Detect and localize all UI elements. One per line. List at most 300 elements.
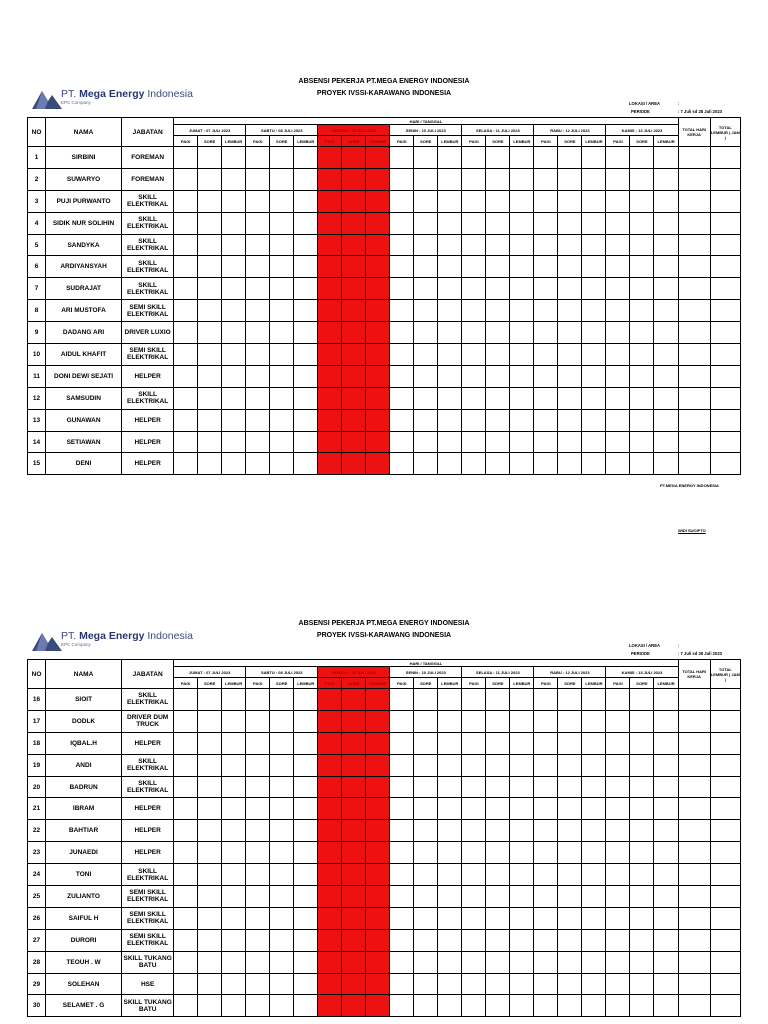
attendance-cell[interactable] [486,973,510,995]
attendance-cell[interactable] [246,864,270,886]
attendance-cell[interactable] [558,754,582,776]
attendance-cell[interactable] [246,453,270,475]
attendance-cell[interactable] [270,710,294,732]
attendance-cell[interactable] [294,344,318,366]
attendance-cell[interactable] [174,278,198,300]
attendance-cell[interactable] [654,168,678,190]
attendance-cell[interactable] [222,754,246,776]
total-lembur-cell[interactable] [710,278,740,300]
attendance-cell[interactable] [198,234,222,256]
attendance-cell[interactable] [246,907,270,929]
attendance-cell[interactable] [342,190,366,212]
attendance-cell[interactable] [510,453,534,475]
attendance-cell[interactable] [462,776,486,798]
attendance-cell[interactable] [318,256,342,278]
attendance-cell[interactable] [534,147,558,169]
attendance-cell[interactable] [222,951,246,973]
attendance-cell[interactable] [390,951,414,973]
attendance-cell[interactable] [606,168,630,190]
attendance-cell[interactable] [606,278,630,300]
attendance-cell[interactable] [198,409,222,431]
attendance-cell[interactable] [318,689,342,711]
attendance-cell[interactable] [294,409,318,431]
attendance-cell[interactable] [366,409,390,431]
attendance-cell[interactable] [486,365,510,387]
attendance-cell[interactable] [486,387,510,409]
attendance-cell[interactable] [198,798,222,820]
attendance-cell[interactable] [174,951,198,973]
attendance-cell[interactable] [366,864,390,886]
attendance-cell[interactable] [198,754,222,776]
attendance-cell[interactable] [534,300,558,322]
attendance-cell[interactable] [510,387,534,409]
attendance-cell[interactable] [174,973,198,995]
attendance-cell[interactable] [462,689,486,711]
attendance-cell[interactable] [366,278,390,300]
attendance-cell[interactable] [438,929,462,951]
attendance-cell[interactable] [342,820,366,842]
attendance-cell[interactable] [414,886,438,908]
attendance-cell[interactable] [654,322,678,344]
attendance-cell[interactable] [654,689,678,711]
attendance-cell[interactable] [198,344,222,366]
attendance-cell[interactable] [558,929,582,951]
attendance-cell[interactable] [390,820,414,842]
total-hari-cell[interactable] [678,409,710,431]
total-hari-cell[interactable] [678,710,710,732]
attendance-cell[interactable] [342,300,366,322]
total-lembur-cell[interactable] [710,973,740,995]
attendance-cell[interactable] [366,951,390,973]
total-hari-cell[interactable] [678,278,710,300]
total-lembur-cell[interactable] [710,798,740,820]
attendance-cell[interactable] [270,431,294,453]
total-lembur-cell[interactable] [710,754,740,776]
attendance-cell[interactable] [198,776,222,798]
attendance-cell[interactable] [486,710,510,732]
attendance-cell[interactable] [270,973,294,995]
attendance-cell[interactable] [342,886,366,908]
attendance-cell[interactable] [462,754,486,776]
attendance-cell[interactable] [414,256,438,278]
total-hari-cell[interactable] [678,365,710,387]
attendance-cell[interactable] [534,973,558,995]
attendance-cell[interactable] [486,754,510,776]
total-hari-cell[interactable] [678,864,710,886]
attendance-cell[interactable] [366,689,390,711]
attendance-cell[interactable] [438,995,462,1017]
attendance-cell[interactable] [198,710,222,732]
attendance-cell[interactable] [510,732,534,754]
total-hari-cell[interactable] [678,776,710,798]
attendance-cell[interactable] [558,256,582,278]
attendance-cell[interactable] [174,212,198,234]
attendance-cell[interactable] [246,842,270,864]
attendance-cell[interactable] [630,820,654,842]
attendance-cell[interactable] [414,322,438,344]
attendance-cell[interactable] [222,300,246,322]
attendance-cell[interactable] [222,842,246,864]
attendance-cell[interactable] [270,842,294,864]
attendance-cell[interactable] [198,365,222,387]
attendance-cell[interactable] [318,322,342,344]
attendance-cell[interactable] [534,453,558,475]
attendance-cell[interactable] [390,322,414,344]
attendance-cell[interactable] [318,798,342,820]
attendance-cell[interactable] [390,754,414,776]
attendance-cell[interactable] [246,951,270,973]
attendance-cell[interactable] [342,689,366,711]
attendance-cell[interactable] [294,864,318,886]
attendance-cell[interactable] [414,278,438,300]
total-hari-cell[interactable] [678,256,710,278]
attendance-cell[interactable] [606,256,630,278]
attendance-cell[interactable] [174,754,198,776]
attendance-cell[interactable] [390,431,414,453]
attendance-cell[interactable] [534,387,558,409]
attendance-cell[interactable] [270,344,294,366]
attendance-cell[interactable] [414,973,438,995]
attendance-cell[interactable] [390,344,414,366]
attendance-cell[interactable] [558,409,582,431]
attendance-cell[interactable] [270,256,294,278]
total-hari-cell[interactable] [678,842,710,864]
attendance-cell[interactable] [582,300,606,322]
attendance-cell[interactable] [654,344,678,366]
total-lembur-cell[interactable] [710,409,740,431]
total-lembur-cell[interactable] [710,431,740,453]
attendance-cell[interactable] [198,864,222,886]
total-hari-cell[interactable] [678,344,710,366]
attendance-cell[interactable] [534,951,558,973]
attendance-cell[interactable] [390,190,414,212]
attendance-cell[interactable] [654,776,678,798]
attendance-cell[interactable] [630,256,654,278]
attendance-cell[interactable] [222,168,246,190]
attendance-cell[interactable] [654,732,678,754]
attendance-cell[interactable] [534,212,558,234]
attendance-cell[interactable] [198,300,222,322]
attendance-cell[interactable] [630,973,654,995]
attendance-cell[interactable] [222,776,246,798]
attendance-cell[interactable] [174,732,198,754]
attendance-cell[interactable] [318,842,342,864]
attendance-cell[interactable] [222,344,246,366]
attendance-cell[interactable] [558,951,582,973]
attendance-cell[interactable] [366,754,390,776]
attendance-cell[interactable] [630,190,654,212]
total-hari-cell[interactable] [678,995,710,1017]
attendance-cell[interactable] [246,256,270,278]
attendance-cell[interactable] [462,798,486,820]
attendance-cell[interactable] [318,754,342,776]
attendance-cell[interactable] [462,234,486,256]
attendance-cell[interactable] [582,431,606,453]
attendance-cell[interactable] [414,234,438,256]
attendance-cell[interactable] [246,300,270,322]
attendance-cell[interactable] [294,886,318,908]
attendance-cell[interactable] [582,907,606,929]
attendance-cell[interactable] [198,387,222,409]
attendance-cell[interactable] [486,190,510,212]
attendance-cell[interactable] [222,212,246,234]
attendance-cell[interactable] [558,168,582,190]
attendance-cell[interactable] [270,820,294,842]
attendance-cell[interactable] [414,951,438,973]
attendance-cell[interactable] [270,907,294,929]
attendance-cell[interactable] [318,776,342,798]
attendance-cell[interactable] [654,886,678,908]
attendance-cell[interactable] [222,147,246,169]
attendance-cell[interactable] [246,147,270,169]
attendance-cell[interactable] [270,322,294,344]
attendance-cell[interactable] [246,973,270,995]
attendance-cell[interactable] [630,951,654,973]
attendance-cell[interactable] [486,732,510,754]
attendance-cell[interactable] [246,322,270,344]
attendance-cell[interactable] [390,798,414,820]
attendance-cell[interactable] [438,951,462,973]
attendance-cell[interactable] [174,234,198,256]
attendance-cell[interactable] [582,929,606,951]
attendance-cell[interactable] [174,190,198,212]
attendance-cell[interactable] [222,387,246,409]
attendance-cell[interactable] [654,864,678,886]
total-hari-cell[interactable] [678,387,710,409]
attendance-cell[interactable] [486,431,510,453]
attendance-cell[interactable] [510,147,534,169]
attendance-cell[interactable] [534,710,558,732]
attendance-cell[interactable] [246,995,270,1017]
attendance-cell[interactable] [558,798,582,820]
attendance-cell[interactable] [582,256,606,278]
attendance-cell[interactable] [582,798,606,820]
attendance-cell[interactable] [390,212,414,234]
attendance-cell[interactable] [486,168,510,190]
attendance-cell[interactable] [534,234,558,256]
attendance-cell[interactable] [510,973,534,995]
attendance-cell[interactable] [198,951,222,973]
total-hari-cell[interactable] [678,951,710,973]
attendance-cell[interactable] [582,212,606,234]
attendance-cell[interactable] [486,798,510,820]
attendance-cell[interactable] [486,886,510,908]
attendance-cell[interactable] [654,951,678,973]
attendance-cell[interactable] [270,409,294,431]
attendance-cell[interactable] [342,907,366,929]
attendance-cell[interactable] [630,995,654,1017]
attendance-cell[interactable] [462,951,486,973]
attendance-cell[interactable] [390,710,414,732]
attendance-cell[interactable] [414,168,438,190]
attendance-cell[interactable] [582,387,606,409]
attendance-cell[interactable] [486,212,510,234]
attendance-cell[interactable] [390,732,414,754]
total-lembur-cell[interactable] [710,929,740,951]
attendance-cell[interactable] [246,234,270,256]
attendance-cell[interactable] [486,147,510,169]
attendance-cell[interactable] [462,820,486,842]
attendance-cell[interactable] [414,929,438,951]
attendance-cell[interactable] [174,776,198,798]
attendance-cell[interactable] [294,256,318,278]
attendance-cell[interactable] [534,929,558,951]
attendance-cell[interactable] [630,234,654,256]
attendance-cell[interactable] [462,190,486,212]
attendance-cell[interactable] [318,929,342,951]
attendance-cell[interactable] [606,710,630,732]
attendance-cell[interactable] [654,190,678,212]
attendance-cell[interactable] [342,842,366,864]
attendance-cell[interactable] [486,278,510,300]
attendance-cell[interactable] [342,344,366,366]
total-hari-cell[interactable] [678,300,710,322]
attendance-cell[interactable] [606,864,630,886]
attendance-cell[interactable] [318,907,342,929]
attendance-cell[interactable] [342,995,366,1017]
total-hari-cell[interactable] [678,212,710,234]
attendance-cell[interactable] [174,431,198,453]
attendance-cell[interactable] [510,431,534,453]
attendance-cell[interactable] [630,168,654,190]
attendance-cell[interactable] [174,168,198,190]
attendance-cell[interactable] [342,973,366,995]
attendance-cell[interactable] [342,798,366,820]
attendance-cell[interactable] [438,365,462,387]
attendance-cell[interactable] [510,710,534,732]
attendance-cell[interactable] [246,754,270,776]
attendance-cell[interactable] [414,344,438,366]
attendance-cell[interactable] [318,147,342,169]
total-hari-cell[interactable] [678,147,710,169]
attendance-cell[interactable] [462,995,486,1017]
attendance-cell[interactable] [510,256,534,278]
attendance-cell[interactable] [510,929,534,951]
attendance-cell[interactable] [438,278,462,300]
attendance-cell[interactable] [606,190,630,212]
total-lembur-cell[interactable] [710,322,740,344]
attendance-cell[interactable] [462,842,486,864]
attendance-cell[interactable] [510,689,534,711]
attendance-cell[interactable] [438,907,462,929]
attendance-cell[interactable] [414,431,438,453]
attendance-cell[interactable] [438,168,462,190]
attendance-cell[interactable] [366,387,390,409]
attendance-cell[interactable] [558,300,582,322]
total-lembur-cell[interactable] [710,907,740,929]
attendance-cell[interactable] [510,776,534,798]
attendance-cell[interactable] [174,300,198,322]
attendance-cell[interactable] [630,387,654,409]
attendance-cell[interactable] [318,344,342,366]
attendance-cell[interactable] [366,453,390,475]
attendance-cell[interactable] [270,234,294,256]
attendance-cell[interactable] [558,387,582,409]
attendance-cell[interactable] [294,689,318,711]
attendance-cell[interactable] [510,190,534,212]
attendance-cell[interactable] [534,256,558,278]
attendance-cell[interactable] [342,212,366,234]
attendance-cell[interactable] [342,453,366,475]
total-hari-cell[interactable] [678,431,710,453]
attendance-cell[interactable] [582,951,606,973]
attendance-cell[interactable] [222,798,246,820]
attendance-cell[interactable] [582,732,606,754]
attendance-cell[interactable] [438,256,462,278]
attendance-cell[interactable] [198,820,222,842]
attendance-cell[interactable] [654,842,678,864]
attendance-cell[interactable] [606,453,630,475]
attendance-cell[interactable] [534,820,558,842]
attendance-cell[interactable] [198,973,222,995]
attendance-cell[interactable] [438,754,462,776]
attendance-cell[interactable] [342,387,366,409]
attendance-cell[interactable] [246,929,270,951]
attendance-cell[interactable] [510,864,534,886]
attendance-cell[interactable] [606,409,630,431]
attendance-cell[interactable] [342,147,366,169]
attendance-cell[interactable] [390,147,414,169]
attendance-cell[interactable] [342,168,366,190]
attendance-cell[interactable] [558,864,582,886]
attendance-cell[interactable] [270,387,294,409]
attendance-cell[interactable] [534,907,558,929]
attendance-cell[interactable] [342,754,366,776]
attendance-cell[interactable] [342,409,366,431]
attendance-cell[interactable] [438,234,462,256]
attendance-cell[interactable] [438,387,462,409]
attendance-cell[interactable] [414,387,438,409]
total-hari-cell[interactable] [678,689,710,711]
attendance-cell[interactable] [486,256,510,278]
total-lembur-cell[interactable] [710,776,740,798]
attendance-cell[interactable] [630,907,654,929]
attendance-cell[interactable] [222,453,246,475]
attendance-cell[interactable] [198,995,222,1017]
total-lembur-cell[interactable] [710,168,740,190]
attendance-cell[interactable] [318,278,342,300]
attendance-cell[interactable] [414,820,438,842]
attendance-cell[interactable] [318,973,342,995]
attendance-cell[interactable] [462,431,486,453]
attendance-cell[interactable] [582,168,606,190]
attendance-cell[interactable] [270,212,294,234]
attendance-cell[interactable] [534,886,558,908]
attendance-cell[interactable] [486,776,510,798]
attendance-cell[interactable] [462,168,486,190]
attendance-cell[interactable] [198,168,222,190]
total-lembur-cell[interactable] [710,886,740,908]
attendance-cell[interactable] [438,842,462,864]
attendance-cell[interactable] [246,190,270,212]
attendance-cell[interactable] [174,344,198,366]
attendance-cell[interactable] [606,344,630,366]
attendance-cell[interactable] [558,973,582,995]
attendance-cell[interactable] [246,344,270,366]
attendance-cell[interactable] [414,842,438,864]
attendance-cell[interactable] [270,453,294,475]
attendance-cell[interactable] [174,689,198,711]
attendance-cell[interactable] [630,147,654,169]
attendance-cell[interactable] [558,820,582,842]
attendance-cell[interactable] [342,710,366,732]
attendance-cell[interactable] [414,907,438,929]
attendance-cell[interactable] [222,234,246,256]
attendance-cell[interactable] [246,710,270,732]
attendance-cell[interactable] [366,212,390,234]
attendance-cell[interactable] [342,732,366,754]
attendance-cell[interactable] [294,929,318,951]
